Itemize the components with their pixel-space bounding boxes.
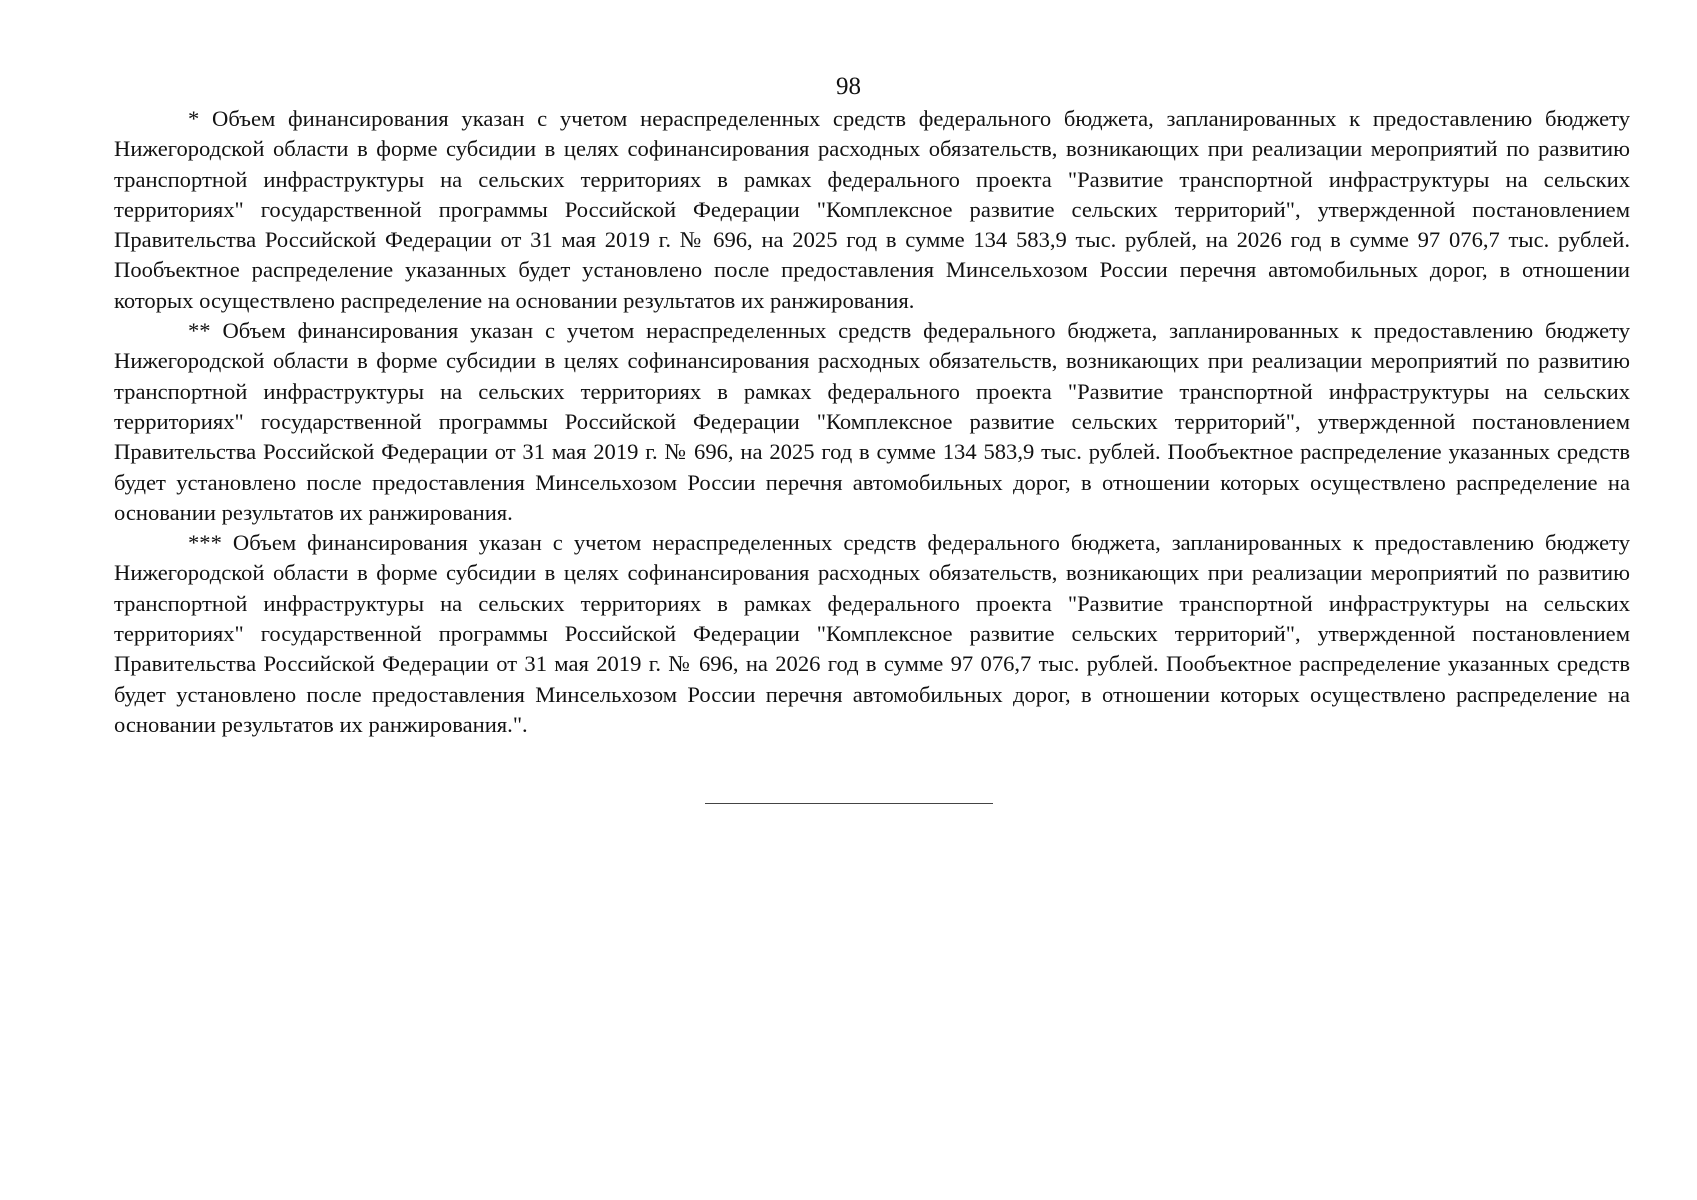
footnotes-section bbox=[114, 104, 1630, 740]
closing-separator-line bbox=[705, 803, 993, 804]
footnote-double-asterisk: ** Объем финансирования указан с учетом нераспределенных средств федерального бюджета, запланированных к предоставлению бюджету Нижегородской области в форме субсидии в целях софинансирования расходных обязательств, возникающих при реализации мероприятий по развитию транспортной инфраструктуры на сельских территориях в рамках федерального проекта "Развитие транспортной инфраструктуры на сельских территориях" государственной программы Российской Федерации "Комплексное развитие сельских территорий", утвержденной постановлением Правительства Российской Федерации от 31 мая 2019 г. № 696, на 2025 год в сумме 134 583,9 тыс. рублей. Пообъектное распределение указанных средств будет установлено после предоставления Минсельхозом России перечня автомобильных дорог, в отношении которых осуществлено распределение на основании результатов их ранжирования. bbox=[114, 318, 1630, 525]
footnote-single-asterisk: * Объем финансирования указан с учетом нераспределенных средств федерального бюджета, запланированных к предоставлению бюджету Нижегородской области в форме субсидии в целях софинансирования расходных обязательств, возникающих при реализации мероприятий по развитию транспортной инфраструктуры на сельских территориях в рамках федерального проекта "Развитие транспортной инфраструктуры на сельских территориях" государственной программы Российской Федерации "Комплексное развитие сельских территорий", утвержденной постановлением Правительства Российской Федерации от 31 мая 2019 г. № 696, на 2025 год в сумме 134 583,9 тыс. рублей, на 2026 год в сумме 97 076,7 тыс. рублей. Пообъектное распределение указанных будет установлено после предоставления Минсельхозом России перечня автомобильных дорог, в отношении которых осуществлено распределение на основании результатов их ранжирования. bbox=[114, 106, 1630, 313]
footnote-triple-asterisk: *** Объем финансирования указан с учетом нераспределенных средств федерального бюджета, запланированных к предоставлению бюджету Нижегородской области в форме субсидии в целях софинансирования расходных обязательств, возникающих при реализации мероприятий по развитию транспортной инфраструктуры на сельских территориях в рамках федерального проекта "Развитие транспортной инфраструктуры на сельских территориях" государственной программы Российской Федерации "Комплексное развитие сельских территорий", утвержденной постановлением Правительства Российской Федерации от 31 мая 2019 г. № 696, на 2026 год в сумме 97 076,7 тыс. рублей. Пообъектное распределение указанных средств будет установлено после предоставления Минсельхозом России перечня автомобильных дорог, в отношении которых осуществлено распределение на основании результатов их ранжирования.". bbox=[114, 530, 1630, 737]
page-number: 98 bbox=[836, 73, 861, 100]
